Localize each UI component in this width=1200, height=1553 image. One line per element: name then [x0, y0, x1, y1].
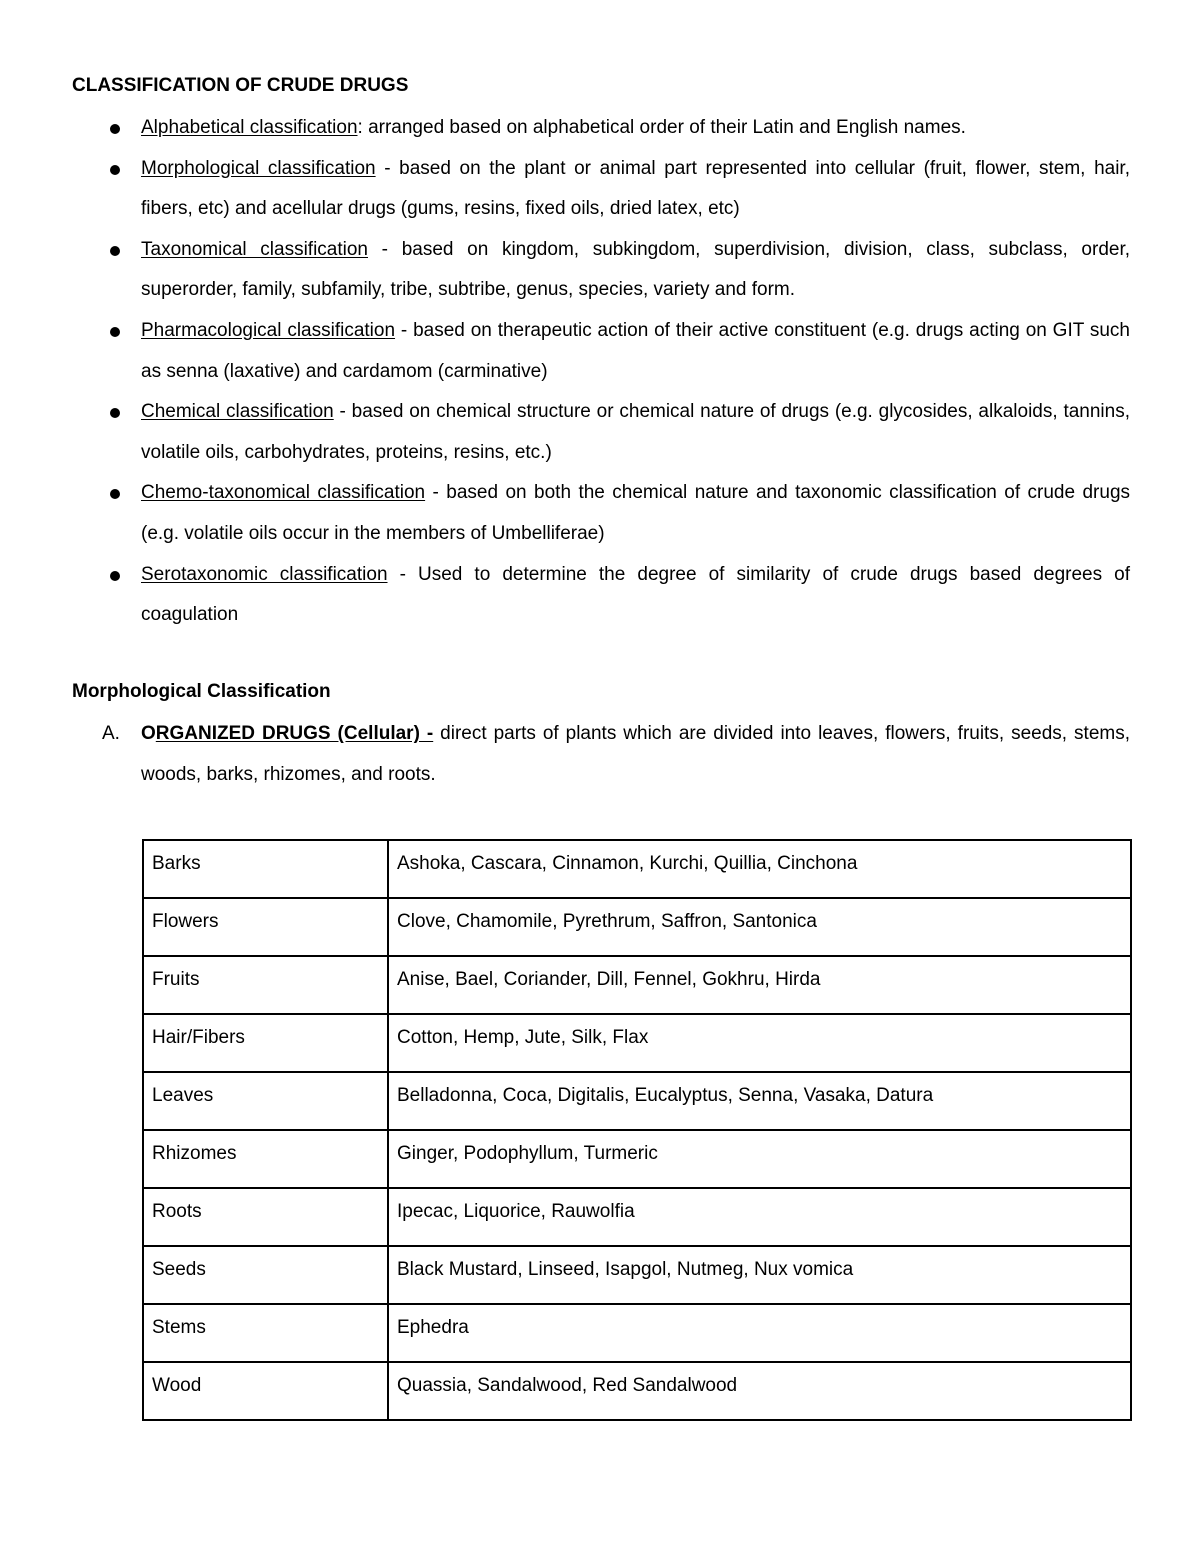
bullet-icon	[110, 124, 120, 134]
table-row	[143, 898, 1131, 956]
classification-description: based on both the chemical nature and taxonomic classification of crude drugs (e.g. volatile oils occur in the members of Umbelliferae)	[141, 482, 1131, 544]
drug-examples-cell: Black Mustard, Linseed, Isapgol, Nutmeg, Nux vomica	[388, 1246, 1131, 1304]
classification-description: based on therapeutic action of their active constituent (e.g. drugs acting on GIT such as senna (laxative) and cardamom (carminative)	[141, 319, 1130, 382]
drug-examples-cell: Ipecac, Liquorice, Rauwolfia	[388, 1188, 1131, 1246]
table-row	[143, 1246, 1131, 1304]
drug-examples-cell: Ginger, Podophyllum, Turmeric	[388, 1130, 1131, 1188]
drug-examples-cell: Quassia, Sandalwood, Red Sandalwood	[388, 1362, 1131, 1420]
plant-part-cell: Leaves	[143, 1072, 388, 1130]
drug-examples-cell: Cotton, Hemp, Jute, Silk, Flax	[388, 1014, 1131, 1072]
classification-term: Pharmacological classification	[141, 319, 396, 341]
page-title: CLASSIFICATION OF CRUDE DRUGS	[72, 75, 409, 96]
plant-part-cell: Barks	[143, 840, 388, 898]
section-heading: Morphological Classification	[72, 681, 331, 702]
table-row	[143, 1188, 1131, 1246]
organized-drugs-section	[72, 714, 1130, 795]
list-item	[72, 714, 1130, 795]
plant-part-cell: Fruits	[143, 956, 388, 1014]
bullet-icon	[110, 571, 120, 581]
list-item: Alphabetical classification: arranged based on alphabetical order of their Latin and English names.	[72, 108, 1130, 149]
list-marker: A.	[102, 723, 120, 744]
plant-part-cell: Hair/Fibers	[143, 1014, 388, 1072]
plant-part-cell: Seeds	[143, 1246, 388, 1304]
drug-examples-cell: Clove, Chamomile, Pyrethrum, Saffron, Santonica	[388, 898, 1131, 956]
classification-list	[72, 108, 1130, 636]
organized-description: direct parts of plants which are divided into leaves, flowers, fruits, seeds, stems, woods, barks, rhizomes, and roots.	[141, 723, 1130, 785]
table-row	[143, 1362, 1131, 1420]
drug-examples-cell: Ashoka, Cascara, Cinnamon, Kurchi, Quillia, Cinchona	[388, 840, 1131, 898]
organized-title-initial: O	[141, 723, 156, 744]
list-item: Chemical classification - based on chemical structure or chemical nature of drugs (e.g. glycosides, alkaloids, tannins, volatile oils, carbohydrates, proteins, resins, etc.)	[72, 392, 1130, 473]
plant-part-cell: Stems	[143, 1304, 388, 1362]
classification-description: based on kingdom, subkingdom, superdivision, division, class, subclass, order, superorder, family, subfamily, tribe, subtribe, genus, species, variety and form.	[141, 238, 1131, 301]
list-item: Chemo-taxonomical classification - based on both the chemical nature and taxonomic classification of crude drugs (e.g. volatile oils occur in the members of Umbelliferae)	[72, 473, 1130, 554]
drug-examples-cell: Belladonna, Coca, Digitalis, Eucalyptus, Senna, Vasaka, Datura	[388, 1072, 1131, 1130]
table-row	[143, 1014, 1131, 1072]
table-row	[143, 1072, 1131, 1130]
list-item: Taxonomical classification - based on kingdom, subkingdom, superdivision, division, class, subclass, order, superorder, family, subfamily, tribe, subtribe, genus, species, variety and form.	[72, 230, 1130, 311]
list-item: Serotaxonomic classification - Used to determine the degree of similarity of crude drugs based degrees of coagulation	[72, 555, 1130, 636]
bullet-icon	[110, 165, 120, 175]
plant-part-cell: Roots	[143, 1188, 388, 1246]
table-row	[143, 840, 1131, 898]
bullet-icon	[110, 246, 120, 256]
plant-part-cell: Wood	[143, 1362, 388, 1420]
list-item: Pharmacological classification - based on therapeutic action of their active constituent (e.g. drugs acting on GIT such as senna (laxative) and cardamom (carminative)	[72, 311, 1130, 392]
table-row	[143, 956, 1131, 1014]
table-row	[143, 1304, 1131, 1362]
bullet-icon	[110, 327, 120, 337]
classification-term: Morphological classification	[141, 157, 376, 179]
classification-description: based on chemical structure or chemical nature of drugs (e.g. glycosides, alkaloids, tannins, volatile oils, carbohydrates, proteins, resins, etc.)	[141, 401, 1130, 463]
drug-examples-cell: Ephedra	[388, 1304, 1131, 1362]
organized-title: RGANIZED DRUGS (Cellular) -	[155, 723, 434, 744]
classification-description: Used to determine the degree of similarity of crude drugs based degrees of coagulation	[141, 563, 1131, 626]
classification-description: based on the plant or animal part represented into cellular (fruit, flower, stem, hair, fibers, etc) and acellular drugs (gums, resins, fixed oils, dried latex, etc)	[141, 157, 1130, 220]
bullet-icon	[110, 489, 120, 499]
classification-description: arranged based on alphabetical order of their Latin and English names.	[362, 117, 966, 138]
classification-term: Taxonomical classification	[141, 238, 368, 260]
table-row	[143, 1130, 1131, 1188]
organized-drugs-table	[142, 839, 1132, 1421]
classification-term: Chemical classification	[141, 401, 334, 423]
drug-examples-cell: Anise, Bael, Coriander, Dill, Fennel, Gokhru, Hirda	[388, 956, 1131, 1014]
plant-part-cell: Flowers	[143, 898, 388, 956]
list-item: Morphological classification - based on the plant or animal part represented into cellular (fruit, flower, stem, hair, fibers, etc) and acellular drugs (gums, resins, fixed oils, dried latex, etc)	[72, 149, 1130, 230]
classification-term: Serotaxonomic classification	[141, 563, 388, 585]
classification-term: Alphabetical classification	[141, 117, 358, 138]
bullet-icon	[110, 408, 120, 418]
classification-term: Chemo-taxonomical classification	[141, 482, 426, 504]
plant-part-cell: Rhizomes	[143, 1130, 388, 1188]
